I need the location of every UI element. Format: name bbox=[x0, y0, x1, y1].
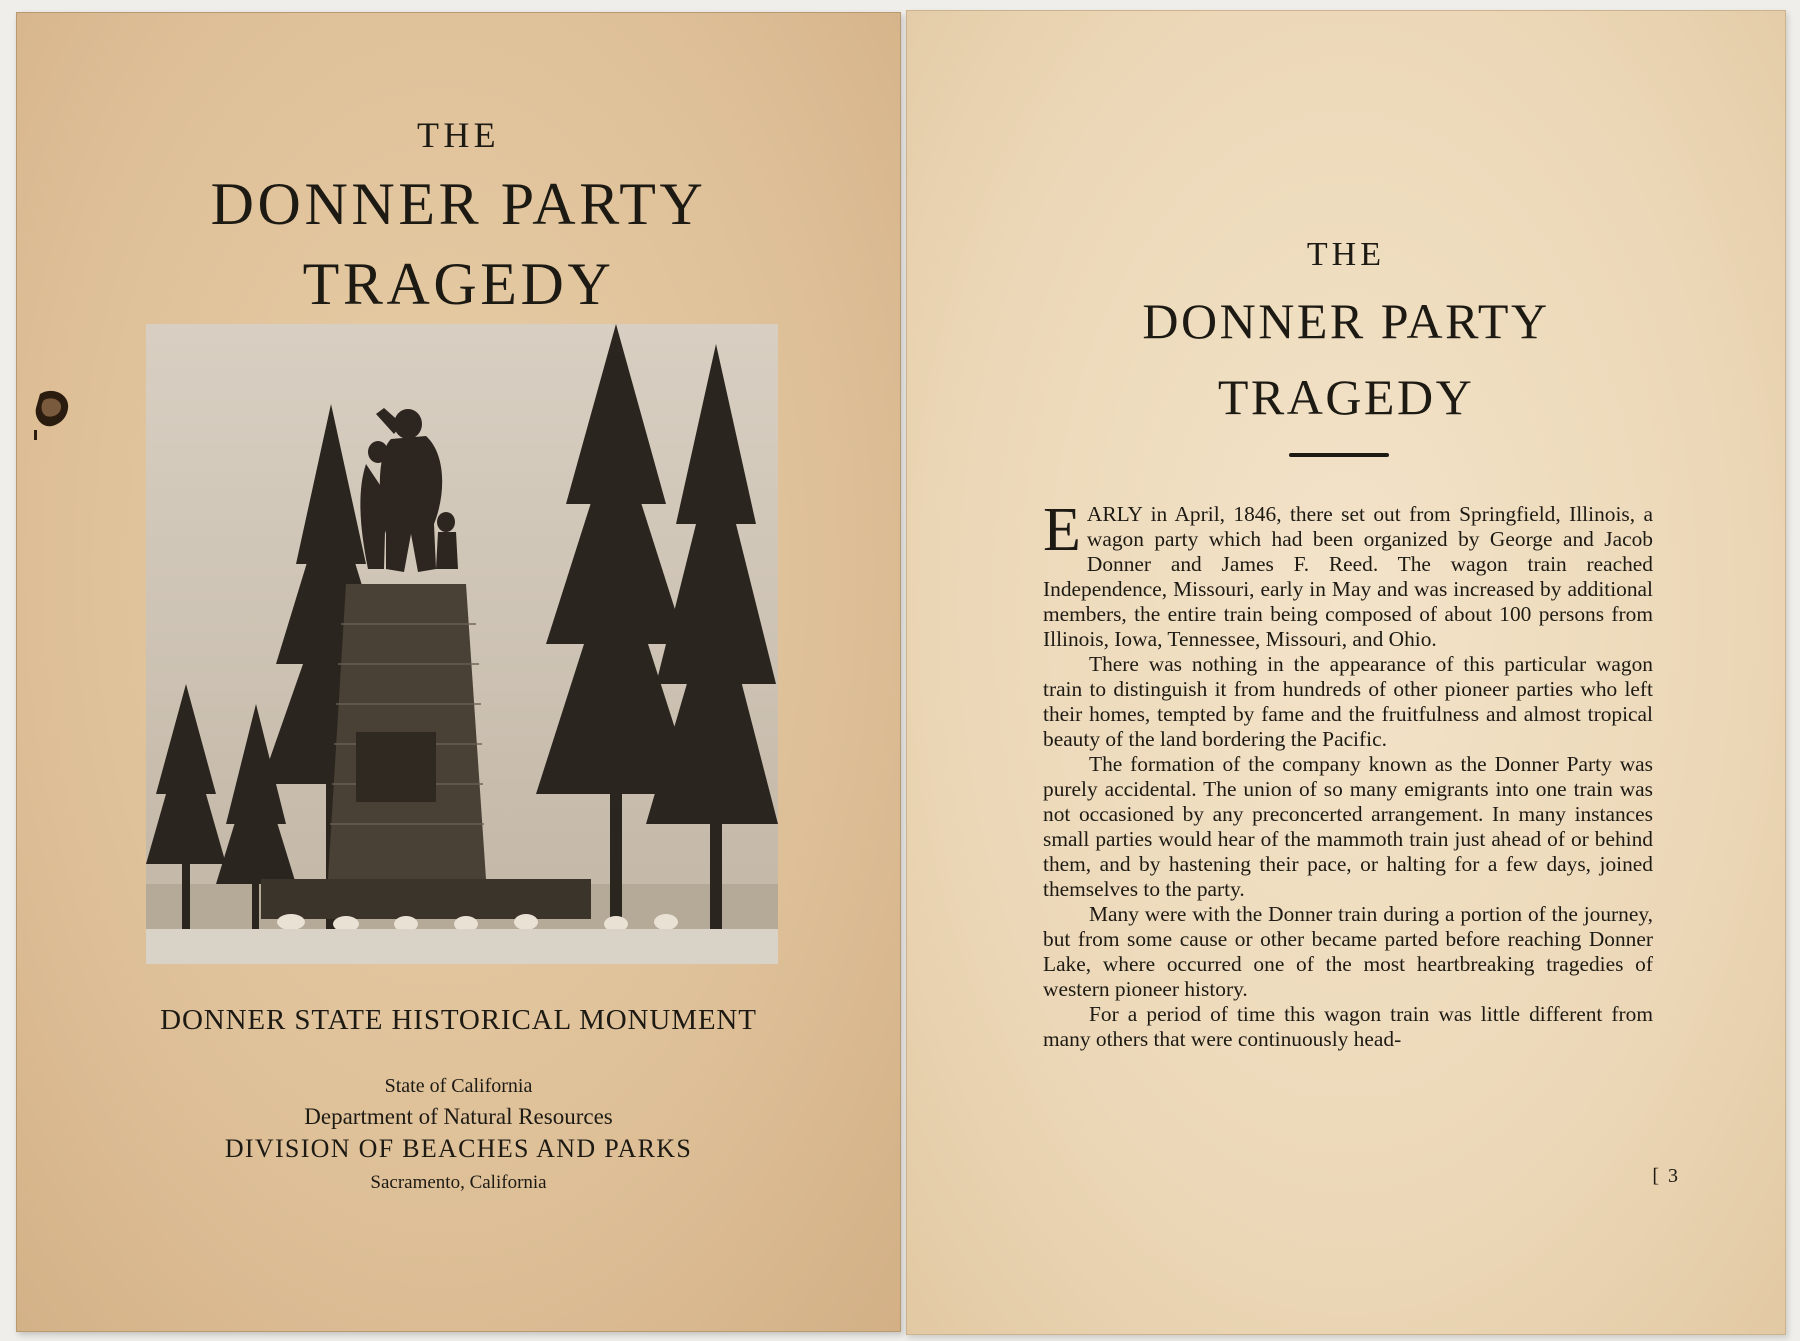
paragraph: Many were with the Donner train during a portion of the journey, but from some cause or other became parted before reaching Donner Lake, where occurred one of the most heartbreaking tragedies of western pioneer history. bbox=[1043, 902, 1653, 1001]
paragraph: For a period of time this wagon train was little different from many others that were continuously head- bbox=[1043, 1002, 1653, 1051]
publisher-location: Sacramento, California bbox=[370, 1172, 547, 1193]
title-divider bbox=[1289, 453, 1389, 457]
monument-photo bbox=[146, 324, 778, 964]
paragraph-text: ARLY in April, 1846, there set out from Springfield, Illinois, a wagon party which had been organized by George and Jacob Donner and James F. Reed. The wagon train reached Independence, Missouri, early in May and was increased by additional members, the entire train being composed of about 100 persons from Illinois, Iowa, Tennessee, Missouri, and Ohio. bbox=[1043, 502, 1653, 651]
page-title-line1: DONNER PARTY bbox=[1142, 293, 1550, 349]
cover-title-line2: TRAGEDY bbox=[302, 251, 615, 317]
page-title-the: THE bbox=[1306, 236, 1386, 273]
tear-mark bbox=[30, 388, 74, 440]
paragraph: There was nothing in the appearance of this particular wagon train to distinguish it from hundreds of other pioneer parties who left their homes, tempted by fame and the fruitfulness and almost tropical beauty of the land bordering the Pacific. bbox=[1043, 652, 1653, 751]
cover-title-the: THE bbox=[417, 115, 500, 155]
booklet-page-3 bbox=[906, 10, 1786, 1335]
cover-title-line1: DONNER PARTY bbox=[210, 171, 707, 237]
photo-caption: DONNER STATE HISTORICAL MONUMENT bbox=[160, 1004, 757, 1036]
booklet-cover bbox=[16, 12, 901, 1332]
publisher-division: DIVISION OF BEACHES AND PARKS bbox=[224, 1134, 693, 1163]
publisher-department: Department of Natural Resources bbox=[304, 1104, 613, 1129]
paragraph: The formation of the company known as the Donner Party was purely accidental. The union of so many emigrants into one train was not occasioned by any preconcerted arrangement. In many instances small parties would hear of the mammoth train just ahead of or behind them, and by hastening their pace, or halting for a few days, joined themselves to the party. bbox=[1043, 752, 1653, 901]
page-title-line2: TRAGEDY bbox=[1217, 369, 1475, 425]
drop-cap: E bbox=[1043, 496, 1081, 564]
page-number: [ 3 bbox=[1652, 1165, 1680, 1187]
paragraph bbox=[1043, 496, 1653, 652]
publisher-state: State of California bbox=[384, 1075, 533, 1097]
article-body bbox=[1043, 496, 1653, 1052]
